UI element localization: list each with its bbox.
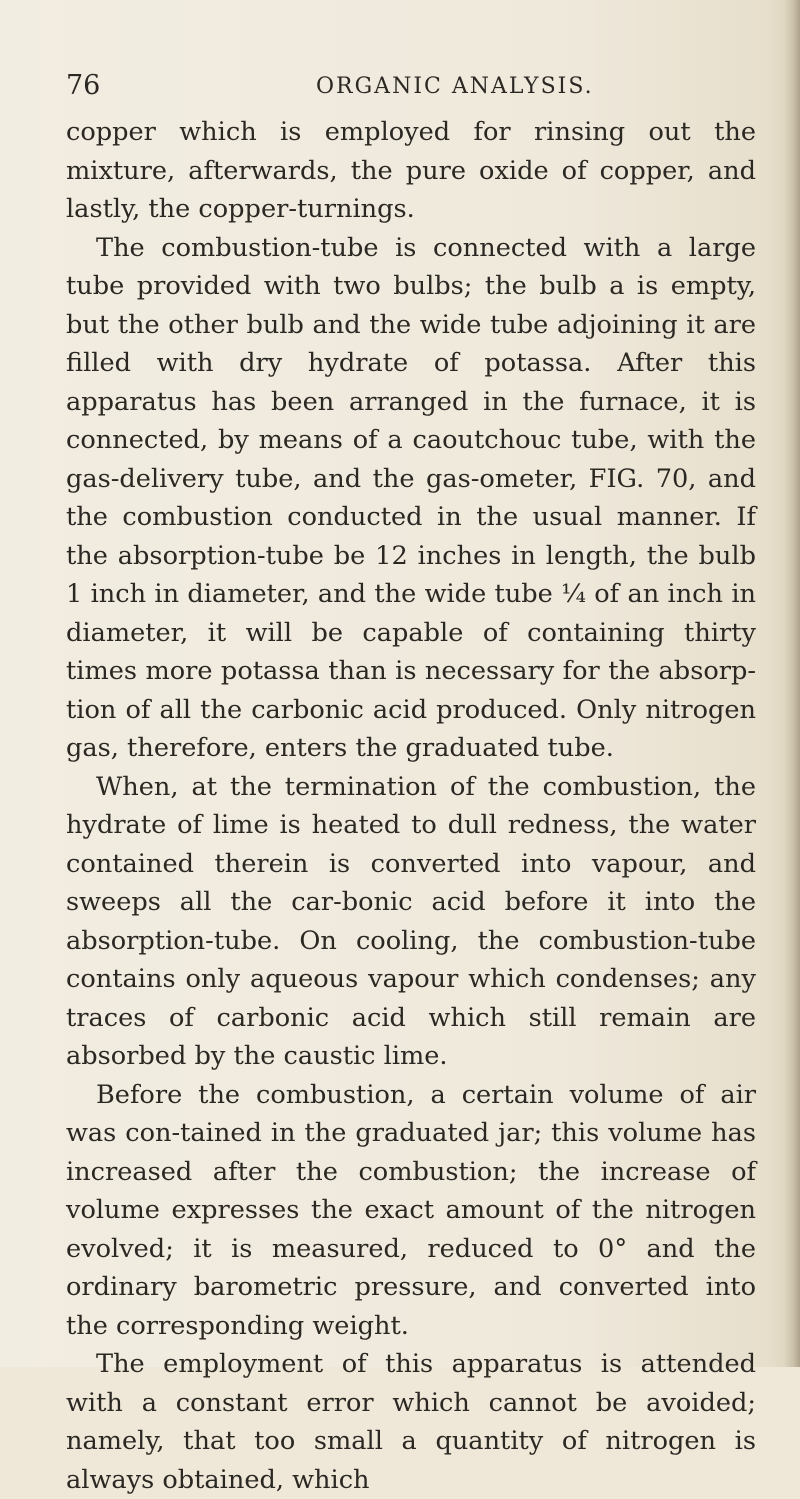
running-head: ORGANIC ANALYSIS. <box>316 74 594 99</box>
body-text <box>66 113 756 1499</box>
page-edge-shadow <box>784 0 800 1367</box>
paragraph-before-combustion: Before the combustion, a certain volume of air was con-tained in the graduated jar; this volume has increased after the combustion; the increase of volume expresses the exact amount of the nitrogen evolved; it is measured, reduced to 0° and the ordinary barometric pressure, and converted into the corresponding weight. <box>66 1079 756 1341</box>
paragraph-combustion-tube: The combustion-tube is connected with a large tube provided with two bulbs; the bulb a is empty, but the other bulb and the wide tube adjoining it are filled with dry hydrate of potassa. After this apparatus has been arranged in the furnace, it is connected, by means of a caoutchouc tube, with the gas-delivery tube, and the gas-ometer, FIG. 70, and the combustion conducted in the usual manner. If the absorption-tube be 12 inches in length, the bulb 1 inch in diameter, and the wide tube ¼ of an inch in diameter, it will be capable of containing thirty times more potassa than is necessary for the absorp-tion of all the carbonic acid produced. Only nitrogen gas, therefore, enters the graduated tube. <box>66 232 756 763</box>
page-number: 76 <box>66 70 101 101</box>
paragraph-termination: When, at the termination of the combustion, the hydrate of lime is heated to dull redness, the water contained therein is converted into vapour, and sweeps all the car-bonic acid before it into the absorption-tube. On cooling, the combustion-tube contains only aqueous vapour which condenses; any traces of carbonic acid which still remain are absorbed by the caustic lime. <box>66 771 756 1071</box>
paragraph-continuation: copper which is employed for rinsing out the mixture, afterwards, the pure oxide of copper, and lastly, the copper-turnings. <box>66 117 756 224</box>
page-header <box>66 70 756 110</box>
paragraph-constant-error: The employment of this apparatus is attended with a constant error which cannot be avoided; namely, that too small a quantity of nitrogen is always obtained, which <box>66 1349 756 1495</box>
